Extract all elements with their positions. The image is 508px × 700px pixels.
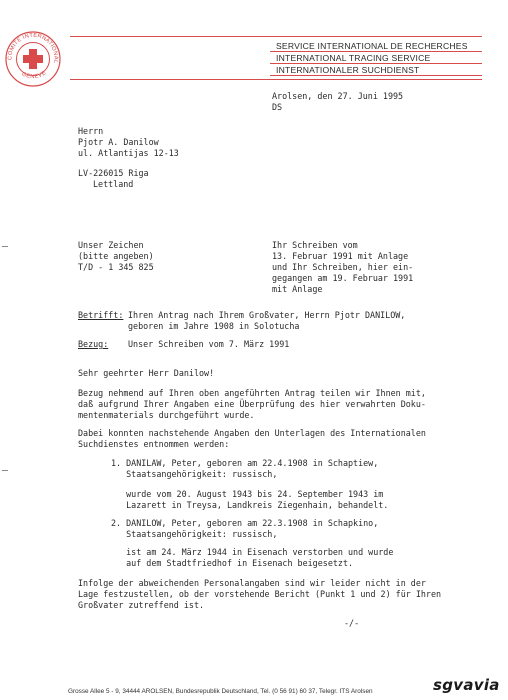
list-item-line: wurde vom 20. August 1943 bis 24. September 1943 im [111,489,384,499]
svg-text:GENEVE: GENEVE [20,70,48,81]
ref-initials: DS [272,102,283,112]
header-rule [270,75,482,76]
paragraph-line: Suchdienstes entnommen werden: [78,439,230,449]
recipient-country: Lettland [93,179,134,189]
list-item-line: 1. DANILAW, Peter, geboren am 22.4.1908 in Schaptiew, [111,458,379,468]
list-item-line: auf dem Stadtfriedhof in Eisenach beigesetzt. [111,558,354,568]
our-ref-label: Unser Zeichen [78,240,144,250]
subject-line: Ihren Antrag nach Ihrem Großvater, Herrn Pjotr DANILOW, [128,310,406,320]
your-letter-line: mit Anlage [272,284,323,294]
paragraph-line: daß aufgrund Ihrer Angaben eine Überprüfung des hier verwahrten Doku- [78,399,426,409]
paragraph-line: Infolge der abweichenden Personalangaben sind wir leider nicht in der [78,578,426,588]
paragraph-line: Bezug nehmend auf Ihren oben angeführten Antrag teilen wir Ihnen mit, [78,388,426,398]
org-name-de: INTERNATIONALER SUCHDIENST [276,65,420,75]
paragraph-line: Dabei konnten nachstehende Angaben den Unterlagen des Internationalen [78,428,426,438]
recipient-name: Pjotr A. Danilow [78,137,159,147]
reference-label: Bezug: [78,339,109,349]
watermark: sgvavia [433,676,500,694]
paragraph-line: mentenmaterials durchgeführt wurde. [78,410,255,420]
fold-mark [2,246,8,247]
your-letter-line: 13. Februar 1991 mit Anlage [272,251,409,261]
our-ref-hint: (bitte angeben) [78,251,154,261]
list-item-line: 2. DANILOW, Peter, geboren am 22.3.1908 in Schapkino, [111,518,379,528]
reference-text: Unser Schreiben vom 7. März 1991 [128,339,290,349]
subject-label: Betrifft: [78,310,124,320]
page-continuation-marker: -/- [344,618,360,628]
paragraph-line: Lage festzustellen, ob der vorstehende Bericht (Punkt 1 und 2) für Ihren [78,589,442,599]
list-item-line: Staatsangehörigkeit: russisch, [111,529,278,539]
subject-line: geboren im Jahre 1908 in Solotucha [128,321,300,331]
recipient-salutation: Herrn [78,126,104,136]
recipient-city: LV-226015 Riga [78,168,149,178]
list-item-line: Staatsangehörigkeit: russisch, [111,469,278,479]
our-ref-number: T/D - 1 345 825 [78,262,154,272]
svg-text:COMITE INTERNATIONAL: COMITE INTERNATIONAL [7,32,59,64]
org-name-fr: SERVICE INTERNATIONAL DE RECHERCHES [276,41,468,51]
header-rule [270,63,482,64]
header-rule [270,51,482,52]
your-letter-line: und Ihr Schreiben, hier ein- [272,262,414,272]
footer-address: Grosse Allee 5 - 9, 34444 AROLSEN, Bundesrepublik Deutschland, Tel. (0 56 91) 60 37, Telegr. ITS Arolsen [68,688,373,695]
recipient-street: ul. Atlantijas 12-13 [78,148,179,158]
date-line: Arolsen, den 27. Juni 1995 [272,91,404,101]
org-name-en: INTERNATIONAL TRACING SERVICE [276,53,431,63]
list-item-line: ist am 24. März 1944 in Eisenach verstorben und wurde [111,547,394,557]
header-rule [70,79,482,80]
salutation: Sehr geehrter Herr Danilow! [78,368,215,378]
your-letter-line: Ihr Schreiben vom [272,240,358,250]
icrc-logo-icon [4,30,62,88]
list-item-line: Lazarett in Treysa, Landkreis Ziegenhain, behandelt. [111,500,389,510]
header-rule [70,36,482,37]
your-letter-line: gegangen am 19. Februar 1991 [272,273,414,283]
paragraph-line: Großvater zutreffend ist. [78,600,205,610]
fold-mark [2,470,8,471]
